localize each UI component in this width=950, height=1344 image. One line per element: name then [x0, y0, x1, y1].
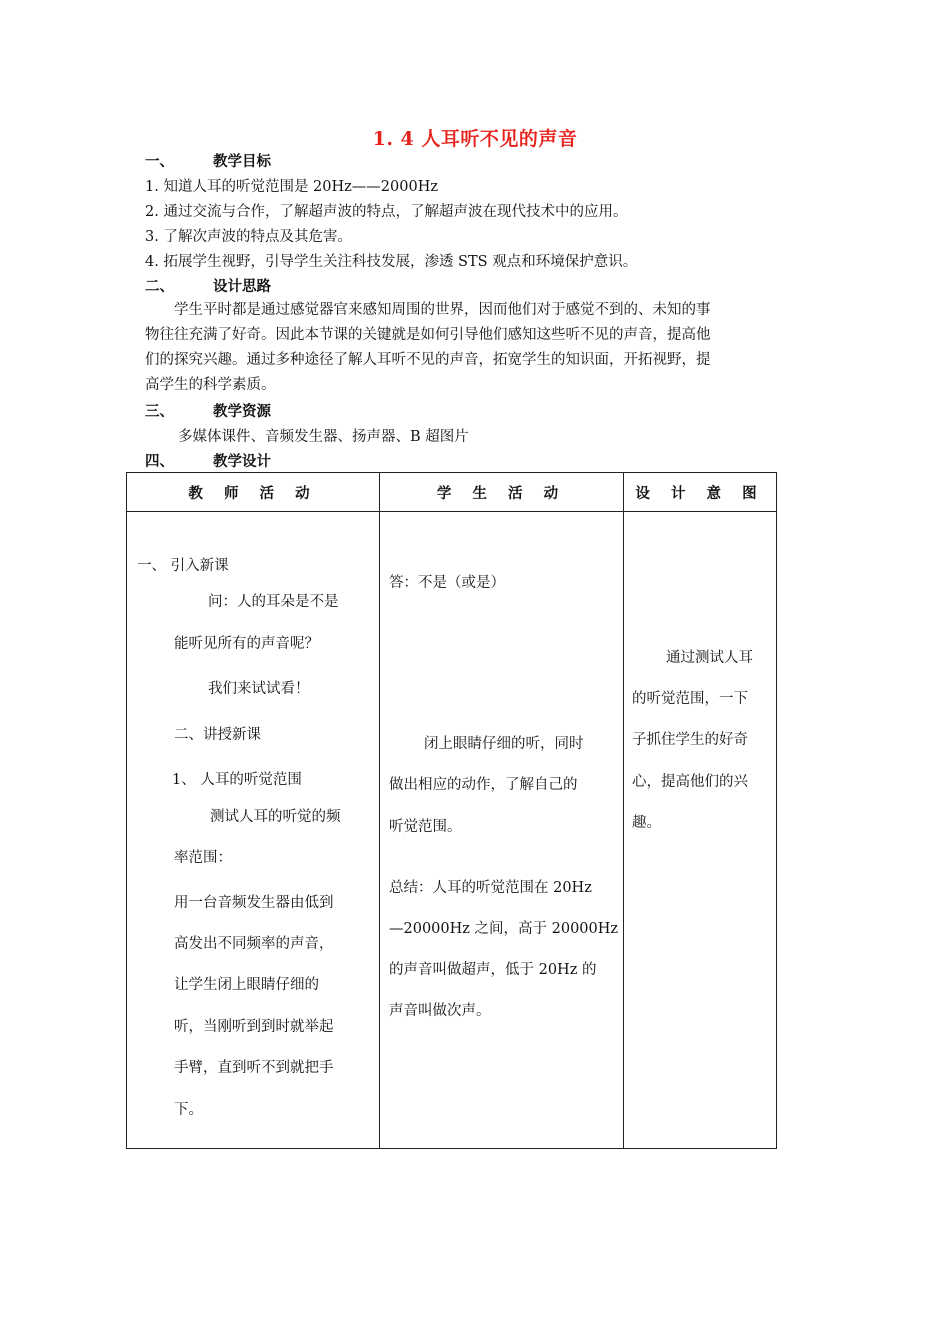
teacher-line: 能听见所有的声音呢？ [174, 636, 319, 652]
teacher-line: 我们来试试看！ [208, 681, 310, 697]
teacher-line: 让学生闭上眼睛仔细的 [174, 977, 319, 993]
intent-line: 子抓住学生的好奇 [632, 732, 748, 748]
teacher-line: 高发出不同频率的声音， [174, 936, 334, 952]
header-teacher-activity: 教 师 活 动 [127, 473, 380, 512]
section-label: 教学设计 [213, 453, 271, 470]
teacher-line: 听，当刚听到到时就举起 [174, 1019, 334, 1035]
student-line: 做出相应的动作，了解自己的 [389, 777, 578, 793]
objective-4: 4. 拓展学生视野，引导学生关注科技发展，渗透 STS 观点和环境保护意识。 [145, 254, 638, 270]
student-line: —20000Hz 之间，高于 20000Hz [389, 921, 619, 937]
resources-text: 多媒体课件、音频发生器、扬声器、B 超图片 [178, 429, 469, 445]
objective-2: 2. 通过交流与合作，了解超声波的特点，了解超声波在现代技术中的应用。 [145, 204, 628, 220]
student-line: 答：不是（或是） [389, 575, 505, 591]
paragraph-line: 物往往充满了好奇。因此本节课的关键就是如何引导他们感知这些听不见的声音，提高他 [145, 327, 711, 343]
paragraph-line: 们的探究兴趣。通过多种途径了解人耳听不见的声音，拓宽学生的知识面，开拓视野，提 [145, 352, 711, 368]
table-row [127, 512, 777, 1149]
section-label: 教学资源 [213, 403, 271, 420]
intent-line: 心，提高他们的兴 [632, 774, 748, 790]
section-label: 设计思路 [213, 278, 271, 295]
student-activity-cell [380, 512, 624, 1149]
paragraph-line: 学生平时都是通过感觉器官来感知周围的世界，因而他们对于感觉不到的、未知的事 [174, 302, 711, 318]
document-title: 1. 4 人耳听不见的声音 [372, 128, 578, 150]
section-number: 二、 [145, 278, 174, 295]
table-header-row [127, 473, 777, 512]
student-line: 的声音叫做超声，低于 20Hz 的 [389, 962, 597, 978]
design-idea-paragraph [145, 298, 801, 398]
student-line: 闭上眼睛仔细的听，同时 [424, 736, 584, 752]
section-heading-design-idea [145, 277, 271, 297]
intent-line: 通过测试人耳 [666, 650, 753, 666]
section-heading-resources [145, 402, 271, 422]
section-number: 一、 [145, 153, 174, 170]
teacher-line: 下。 [174, 1102, 203, 1118]
header-student-activity: 学 生 活 动 [380, 473, 624, 512]
teacher-line: 1、 人耳的听觉范围 [172, 772, 302, 788]
section-heading-lesson-design [145, 452, 271, 472]
teacher-line: 一、 引入新课 [137, 558, 229, 574]
student-line: 听觉范围。 [389, 819, 462, 835]
teacher-line: 二、讲授新课 [174, 727, 261, 743]
intent-line: 的听觉范围，一下 [632, 691, 748, 707]
teacher-line: 问：人的耳朵是不是 [208, 594, 339, 610]
lesson-design-table [126, 472, 777, 1149]
student-line: 总结：人耳的听觉范围在 20Hz [389, 880, 592, 896]
teacher-line: 用一台音频发生器由低到 [174, 895, 334, 911]
section-heading-objectives [145, 152, 271, 172]
objective-1: 1. 知道人耳的听觉范围是 20Hz——2000Hz [145, 179, 438, 195]
header-design-intent: 设 计 意 图 [624, 473, 777, 512]
teacher-line: 测试人耳的听觉的频 [210, 809, 341, 825]
teacher-activity-cell [127, 512, 380, 1149]
objective-3: 3. 了解次声波的特点及其危害。 [145, 229, 352, 245]
section-label: 教学目标 [213, 153, 271, 170]
intent-line: 趣。 [632, 815, 661, 831]
teacher-line: 率范围： [174, 850, 232, 866]
design-intent-cell [624, 512, 777, 1149]
section-number: 三、 [145, 403, 174, 420]
teacher-line: 手臂，直到听不到就把手 [174, 1060, 334, 1076]
paragraph-line: 高学生的科学素质。 [145, 377, 276, 393]
student-line: 声音叫做次声。 [389, 1003, 491, 1019]
section-number: 四、 [145, 453, 174, 470]
